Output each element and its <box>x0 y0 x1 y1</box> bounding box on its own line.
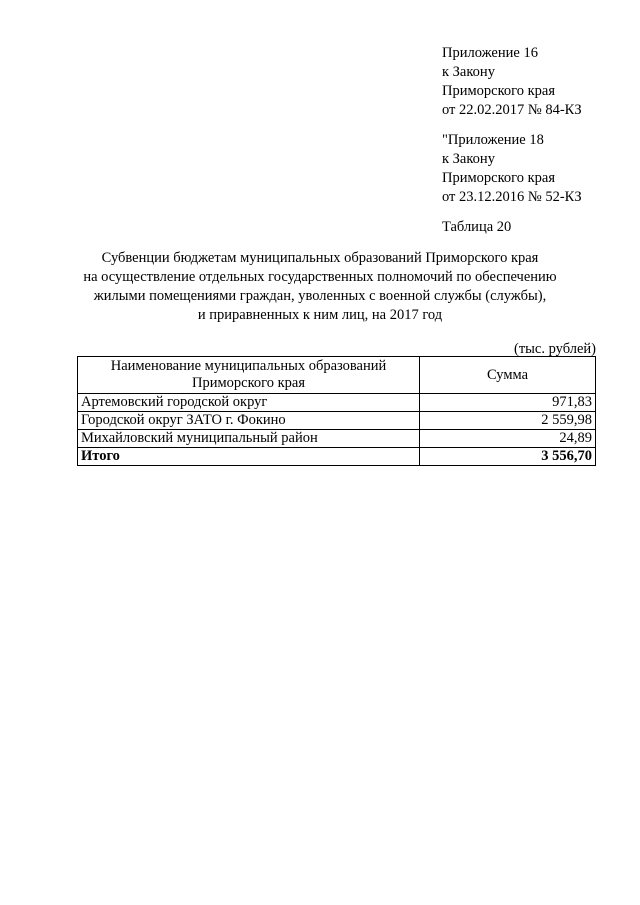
row-name: Михайловский муниципальный район <box>78 430 420 448</box>
row-sum: 2 559,98 <box>420 412 596 430</box>
title-line: и приравненных к ним лиц, на 2017 год <box>197 307 443 323</box>
appendix-line: к Закону <box>442 64 495 80</box>
appendix-line: от 23.12.2016 № 52-КЗ <box>442 189 582 205</box>
title-line: на осуществление отдельных государственных полномочий по обеспечению <box>83 269 557 285</box>
appendix-header-current <box>442 44 582 120</box>
appendix-line: Приложение 16 <box>442 45 538 61</box>
document-title <box>60 249 580 325</box>
subventions-table <box>77 356 596 466</box>
table-total-row <box>78 448 596 466</box>
appendix-line: Приморского края <box>442 83 556 99</box>
appendix-header-original <box>442 131 582 207</box>
row-sum: 24,89 <box>420 430 596 448</box>
table-row <box>78 394 596 412</box>
table-number: Таблица 20 <box>442 219 512 235</box>
total-sum: 3 556,70 <box>420 448 596 466</box>
row-name: Артемовский городской округ <box>78 394 420 412</box>
total-name: Итого <box>78 448 420 466</box>
appendix-line: к Закону <box>442 151 495 167</box>
appendix-line: "Приложение 18 <box>442 132 544 148</box>
row-sum: 971,83 <box>420 394 596 412</box>
table-header-row <box>78 357 596 394</box>
header-name: Наименование муниципальных образований Приморского края <box>78 357 420 394</box>
row-name: Городской округ ЗАТО г. Фокино <box>78 412 420 430</box>
table-row <box>78 430 596 448</box>
table-row <box>78 412 596 430</box>
appendix-line: от 22.02.2017 № 84-КЗ <box>442 102 582 118</box>
units-label: (тыс. рублей) <box>514 341 596 357</box>
appendix-line: Приморского края <box>442 170 556 186</box>
title-line: жилыми помещениями граждан, уволенных с военной службы (службы), <box>93 288 547 304</box>
header-sum: Сумма <box>420 357 596 394</box>
title-line: Субвенции бюджетам муниципальных образований Приморского края <box>101 250 539 266</box>
